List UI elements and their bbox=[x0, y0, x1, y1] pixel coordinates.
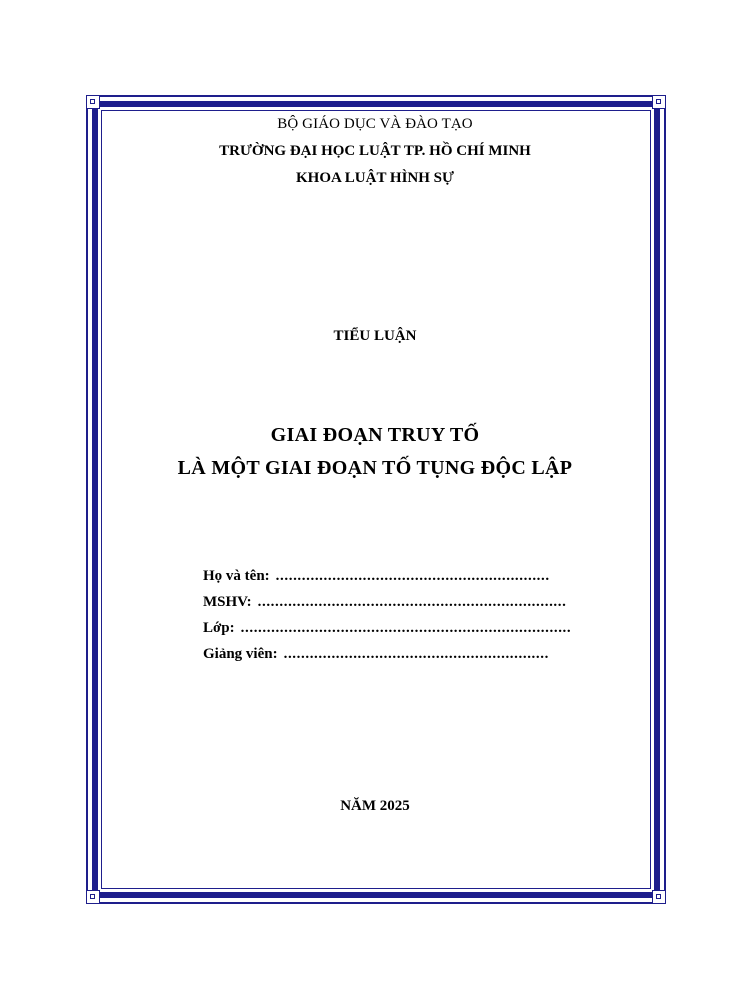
title-line-2: LÀ MỘT GIAI ĐOẠN TỐ TỤNG ĐỘC LẬP bbox=[177, 457, 573, 479]
border-corner-ornament bbox=[86, 890, 100, 904]
ministry-name: BỘ GIÁO DỤC VÀ ĐÀO TẠO bbox=[277, 116, 473, 132]
info-row-lecturer bbox=[203, 646, 549, 672]
student-info-block bbox=[203, 568, 572, 672]
border-corner-ornament bbox=[652, 890, 666, 904]
info-row-student-id bbox=[203, 594, 567, 620]
border-corner-ornament bbox=[652, 95, 666, 109]
info-row-name bbox=[203, 568, 550, 594]
title-line-1: GIAI ĐOẠN TRUY TỐ bbox=[270, 424, 480, 446]
info-value-placeholder: ............................................................. bbox=[283, 646, 549, 662]
year-label: NĂM 2025 bbox=[340, 798, 410, 814]
info-label: Họ và tên: bbox=[203, 568, 270, 584]
info-value-placeholder: ....................................................................... bbox=[257, 594, 567, 610]
document-type: TIỂU LUẬN bbox=[333, 328, 417, 344]
info-row-class bbox=[203, 620, 572, 646]
border-corner-ornament bbox=[86, 95, 100, 109]
faculty-name: KHOA LUẬT HÌNH SỰ bbox=[296, 170, 454, 186]
cover-border-inner bbox=[101, 110, 651, 889]
info-label: Lớp: bbox=[203, 620, 235, 636]
university-name: TRƯỜNG ĐẠI HỌC LUẬT TP. HỒ CHÍ MINH bbox=[219, 143, 531, 159]
info-value-placeholder: ............................................................... bbox=[275, 568, 550, 584]
info-label: MSHV: bbox=[203, 594, 252, 610]
info-value-placeholder: ............................................................................ bbox=[240, 620, 572, 636]
info-label: Giảng viên: bbox=[203, 646, 278, 662]
